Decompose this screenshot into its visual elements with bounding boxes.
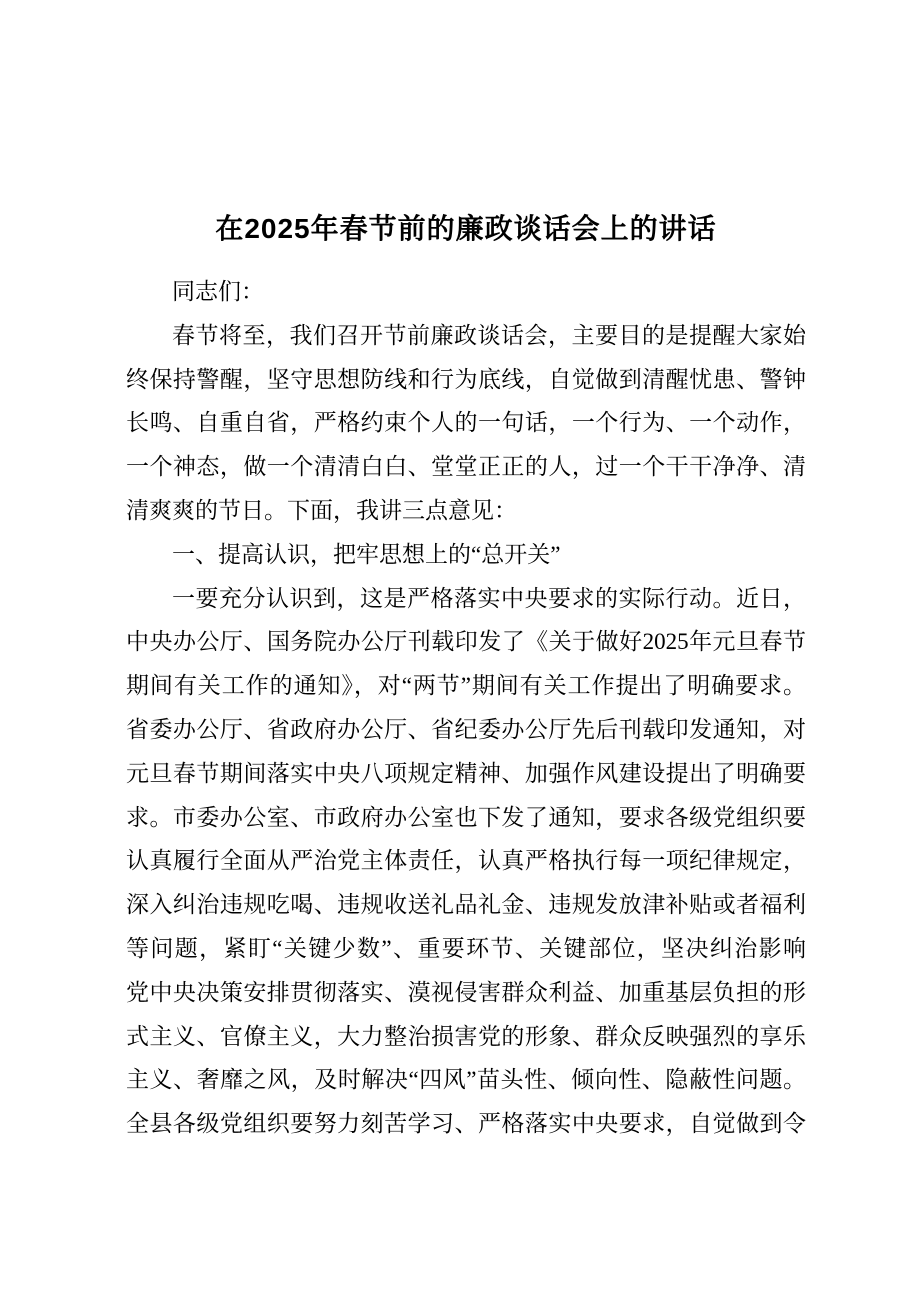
text-line: 全县各级党组织要努力刻苦学习、严格落实中央要求，自觉做到令 <box>126 1111 806 1137</box>
text-line: 等问题，紧盯“关键少数”、重要环节、关键部位，坚决纠治影响 <box>126 935 806 961</box>
text-line: 期间有关工作的通知》，对“两节”期间有关工作提出了明确要求。 <box>126 673 806 699</box>
section-heading-1: 一、提高认识，把牢思想上的“总开关” <box>172 541 561 567</box>
paragraph-1 <box>126 314 806 533</box>
text-line: 式主义、官僚主义，大力整治损害党的形象、群众反映强烈的享乐 <box>126 1023 806 1049</box>
text-line: 清爽爽的节日。下面，我讲三点意见： <box>126 497 517 523</box>
text-line: 元旦春节期间落实中央八项规定精神、加强作风建设提出了明确要 <box>126 760 806 786</box>
text-line: 主义、奢靡之风，及时解决“四风”苗头性、倾向性、隐蔽性问题。 <box>126 1067 806 1093</box>
text-line: 终保持警醒，坚守思想防线和行为底线，自觉做到清醒忧患、警钟 <box>126 366 806 392</box>
text-line: 党中央决策安排贯彻落实、漠视侵害群众利益、加重基层负担的形 <box>126 979 806 1005</box>
text-line: 春节将至，我们召开节前廉政谈话会，主要目的是提醒大家始 <box>172 322 806 348</box>
text-line: 认真履行全面从严治党主体责任，认真严格执行每一项纪律规定， <box>126 848 806 874</box>
text-line: 长鸣、自重自省，严格约束个人的一句话，一个行为、一个动作， <box>126 410 806 436</box>
salutation: 同志们： <box>172 279 264 304</box>
text-line: 省委办公厅、省政府办公厅、省纪委办公厅先后刊载印发通知，对 <box>126 716 806 742</box>
page-title: 在2025年春节前的廉政谈话会上的讲话 <box>215 213 717 244</box>
text-line: 中央办公厅、国务院办公厅刊载印发了《关于做好2025年元旦春节 <box>126 629 806 655</box>
text-line: 求。市委办公室、市政府办公室也下发了通知，要求各级党组织要 <box>126 804 806 830</box>
paragraph-2 <box>126 577 806 1146</box>
text-line: 一个神态，做一个清清白白、堂堂正正的人，过一个干干净净、清 <box>126 454 806 480</box>
text-line: 深入纠治违规吃喝、违规收送礼品礼金、违规发放津补贴或者福利 <box>126 892 806 918</box>
text-line: 一要充分认识到，这是严格落实中央要求的实际行动。近日， <box>172 585 806 611</box>
